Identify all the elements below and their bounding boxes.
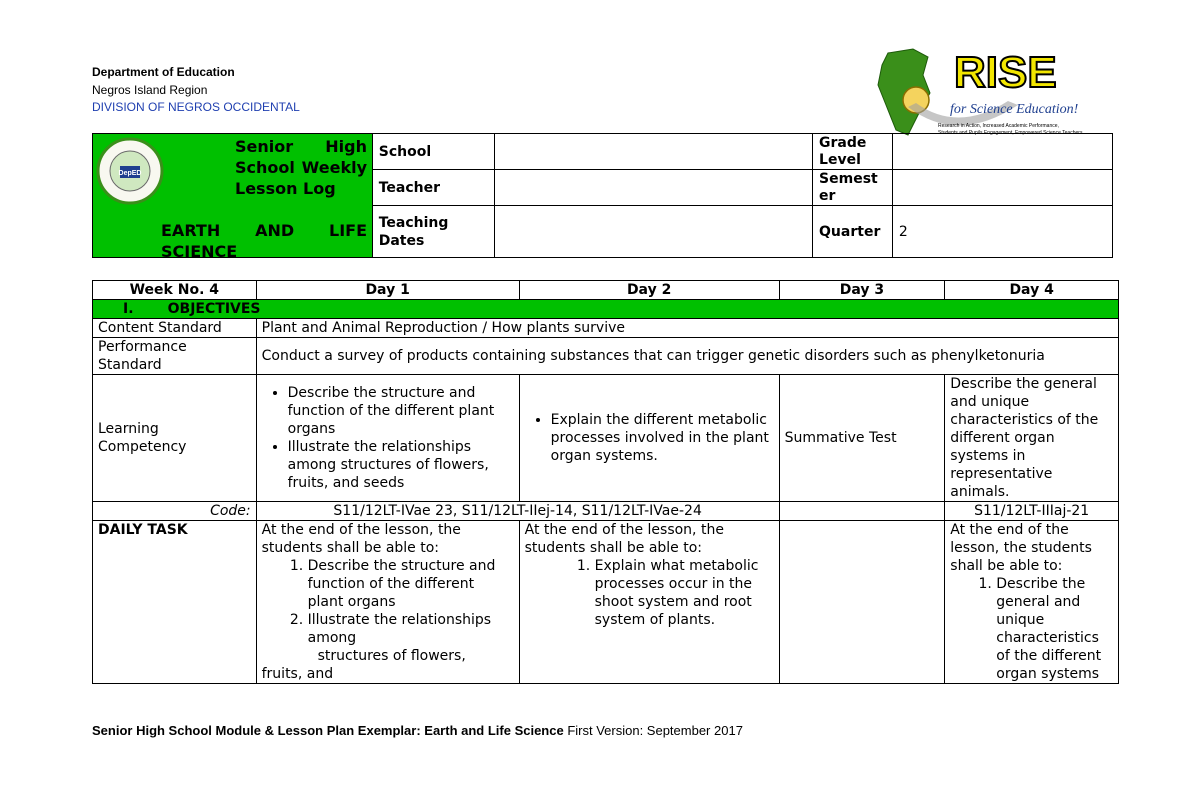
weekly-log-table xyxy=(92,280,1119,684)
task-intro: At the end of the lesson, the students shall be able to: xyxy=(950,522,1092,574)
teaching-dates-label: Teaching Dates xyxy=(372,206,494,258)
department-name: Department of Education xyxy=(92,65,235,79)
list-item: • Describe the structure and function of the different plant organs xyxy=(288,384,514,438)
daily-task-label: DAILY TASK xyxy=(93,521,257,684)
footer-version: First Version: September 2017 xyxy=(563,723,743,738)
content-standard-value: Plant and Animal Reproduction / How plants survive xyxy=(256,319,1118,338)
rise-text: RISE xyxy=(954,48,1057,97)
list-item: 1. Explain what metabolic processes occur in the shoot system and root system of plants. xyxy=(595,557,774,629)
task-continuation: structures of flowers, xyxy=(317,648,466,664)
code-day-4: S11/12LT-IIIaj-21 xyxy=(945,502,1119,521)
daily-task-day-4 xyxy=(945,521,1119,684)
log-title: Senior High School Weekly Lesson Log xyxy=(235,137,367,198)
day-1-header: Day 1 xyxy=(256,281,519,300)
competency-day-4: Describe the general and unique characteristics of the different organ systems in representative animals. xyxy=(945,375,1119,502)
task-intro: At the end of the lesson, the students shall be able to: xyxy=(524,522,724,556)
competency-day-3: Summative Test xyxy=(779,375,945,502)
semester-label: Semester xyxy=(813,170,893,206)
list-item: 1. Describe the structure and function of the different plant organs xyxy=(308,557,514,611)
teacher-value xyxy=(494,170,812,206)
rise-tagline: for Science Education! xyxy=(950,102,1079,117)
performance-standard-value: Conduct a survey of products containing substances that can trigger genetic disorders such as phenylketonuria xyxy=(256,338,1118,375)
quarter-label: Quarter xyxy=(813,206,893,258)
school-label: School xyxy=(372,134,494,170)
task-intro: At the end of the lesson, the students shall be able to: xyxy=(261,522,461,556)
competency-day-1 xyxy=(256,375,519,502)
competency-day-2 xyxy=(519,375,779,502)
day-3-header: Day 3 xyxy=(779,281,945,300)
objectives-heading: I. OBJECTIVES xyxy=(93,300,1119,319)
lesson-info-table xyxy=(92,133,1113,261)
daily-task-day-1 xyxy=(256,521,519,684)
rise-fine-print-2: Students and Pupils Engagement, Empowered Science Teachers xyxy=(938,130,1083,136)
list-item: • Explain the different metabolic processes involved in the plant organ systems. xyxy=(551,411,774,465)
list-item: • Illustrate the relationships among structures of flowers, fruits, and seeds xyxy=(288,438,514,492)
learning-competency-label: Learning Competency xyxy=(93,375,257,502)
content-standard-label: Content Standard xyxy=(93,319,257,338)
daily-task-day-2 xyxy=(519,521,779,684)
teaching-dates-value xyxy=(494,206,812,258)
code-label: Code: xyxy=(93,502,257,521)
performance-standard-label: Performance Standard xyxy=(93,338,257,375)
school-value xyxy=(494,134,812,170)
daily-task-day-3 xyxy=(779,521,945,684)
division-name: DIVISION OF NEGROS OCCIDENTAL xyxy=(92,100,300,114)
task-continuation: fruits, and xyxy=(261,666,334,682)
grade-level-value xyxy=(892,134,1112,170)
list-item: 2. Illustrate the relationships among xyxy=(308,611,514,647)
svg-text:DepED: DepED xyxy=(118,170,142,177)
semester-value xyxy=(892,170,1112,206)
region-name: Negros Island Region xyxy=(92,83,208,97)
list-item: 1. Describe the general and unique characteristics of the different organ systems xyxy=(996,575,1113,683)
subject-title: EARTH AND LIFE SCIENCE xyxy=(161,221,367,261)
week-number: Week No. 4 xyxy=(93,281,257,300)
code-days-1-2: S11/12LT-IVae 23, S11/12LT-IIej-14, S11/12LT-IVae-24 xyxy=(256,502,779,521)
deped-seal-icon xyxy=(96,137,164,205)
title-cell xyxy=(93,134,373,261)
quarter-value: 2 xyxy=(892,206,1112,258)
rise-fine-print-1: Research in Action, Increased Academic Performance, xyxy=(938,123,1059,129)
footer-title: Senior High School Module & Lesson Plan Exemplar: Earth and Life Science xyxy=(92,723,564,738)
day-4-header: Day 4 xyxy=(945,281,1119,300)
code-day-3 xyxy=(779,502,945,521)
rise-logo xyxy=(868,45,1103,140)
grade-level-label: Grade Level xyxy=(813,134,893,170)
document-footer xyxy=(92,723,743,738)
teacher-label: Teacher xyxy=(372,170,494,206)
day-2-header: Day 2 xyxy=(519,281,779,300)
